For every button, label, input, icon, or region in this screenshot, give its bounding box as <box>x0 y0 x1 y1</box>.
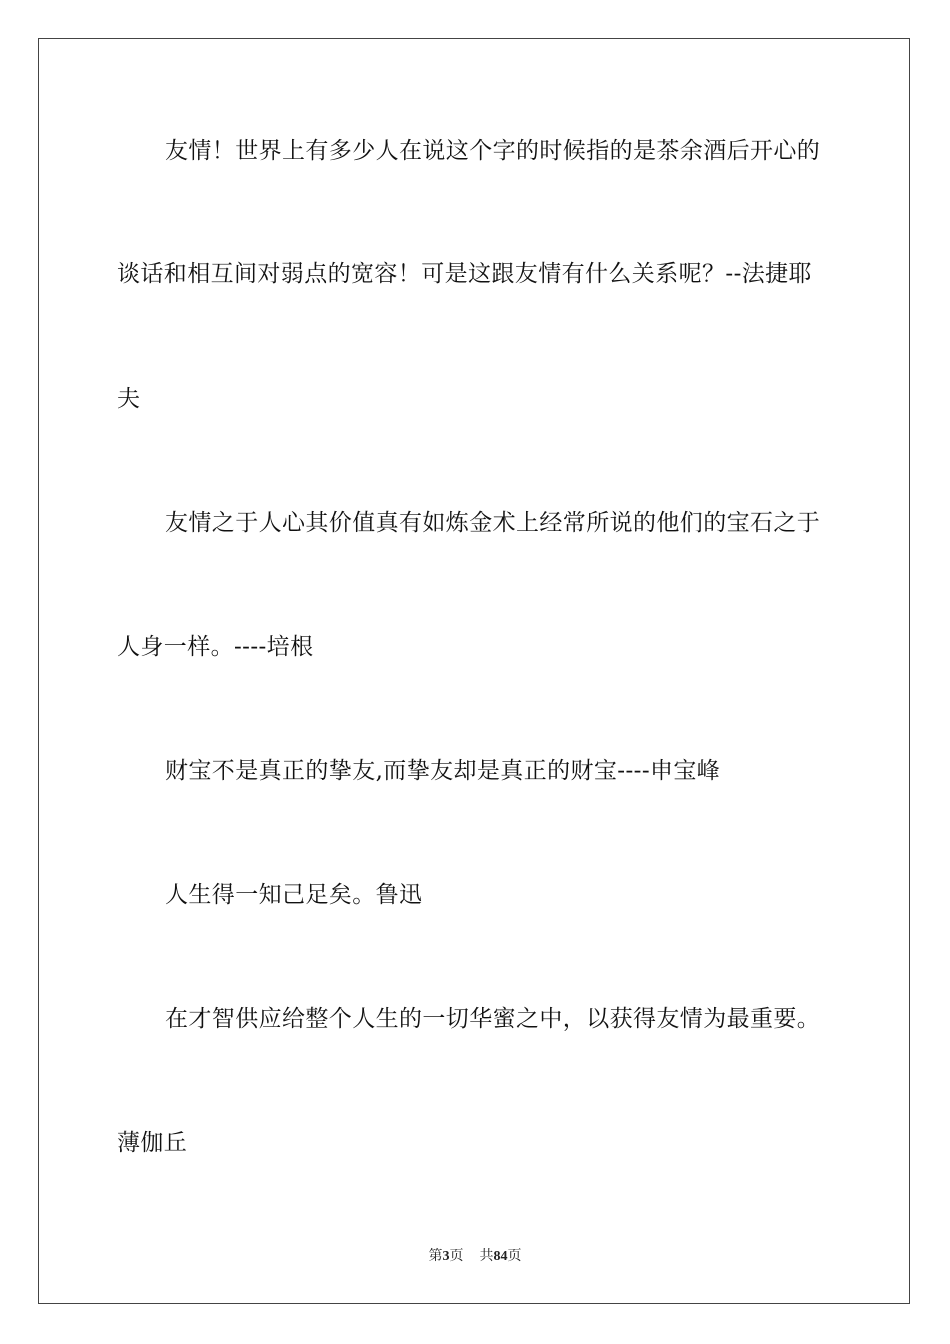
page-footer <box>0 1245 950 1265</box>
total-pages: 84 <box>493 1249 508 1264</box>
page-border <box>38 38 910 1304</box>
paragraph-line: 在才智供应给整个人生的一切华蜜之中，以获得友情为最重要。 <box>165 1006 821 1032</box>
paragraph-line: 谈话和相互间对弱点的宽容！可是这跟友情有什么关系呢？--法捷耶 <box>117 261 812 287</box>
total-prefix: 共 <box>479 1249 494 1264</box>
total-suffix: 页 <box>507 1249 522 1264</box>
paragraph-line: 人生得一知己足矣。鲁迅 <box>165 882 423 908</box>
page-number: 3 <box>442 1249 450 1264</box>
paragraph-line: 人身一样。----培根 <box>117 634 314 660</box>
page-suffix: 页 <box>449 1249 464 1264</box>
paragraph-line: 财宝不是真正的挚友,而挚友却是真正的财宝----申宝峰 <box>165 758 721 784</box>
page-prefix: 第 <box>428 1249 443 1264</box>
paragraph-line: 友情之于人心其价值真有如炼金术上经常所说的他们的宝石之于 <box>165 510 821 536</box>
paragraph-line: 夫 <box>117 386 141 412</box>
paragraph-line: 薄伽丘 <box>117 1130 188 1156</box>
paragraph-line: 友情！世界上有多少人在说这个字的时候指的是茶余酒后开心的 <box>165 138 821 164</box>
